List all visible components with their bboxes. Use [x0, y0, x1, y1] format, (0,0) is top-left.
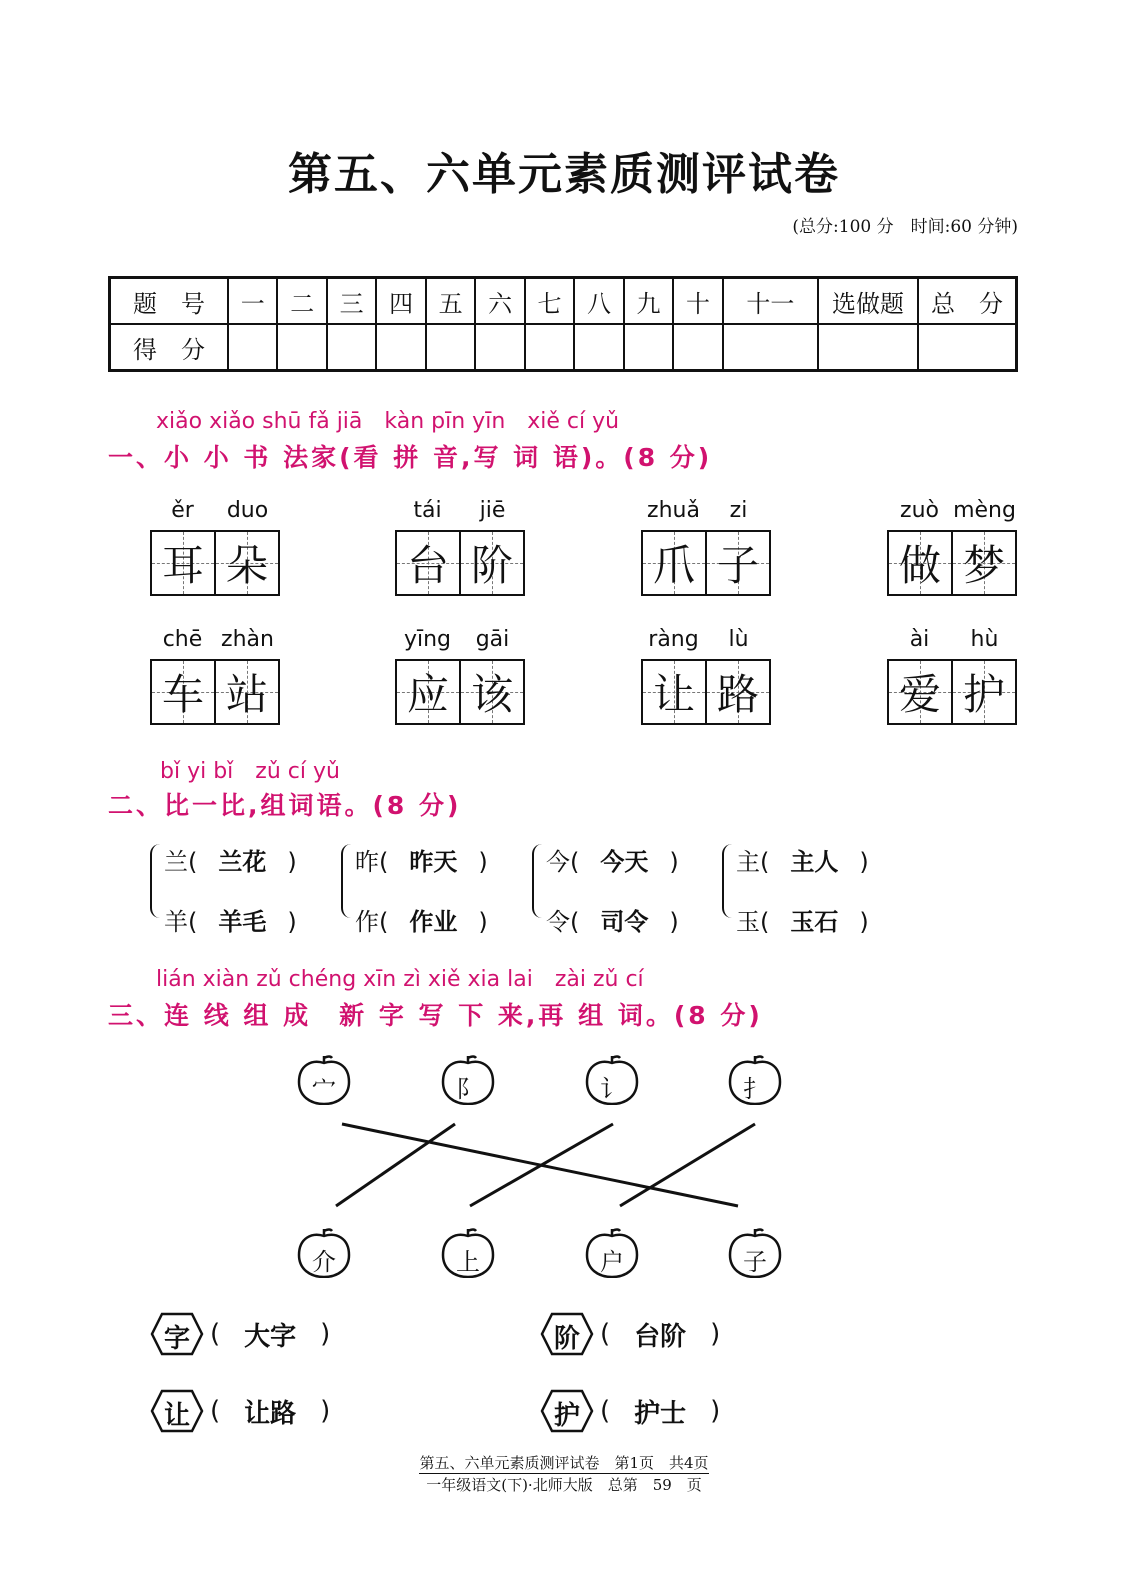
- component-char: 子: [743, 1248, 767, 1276]
- close-paren: ): [669, 848, 679, 876]
- apple-bottom-1[interactable]: [296, 1228, 352, 1278]
- answer-word[interactable]: 大字: [244, 1321, 297, 1352]
- pinyin-syllable: chē: [162, 627, 203, 652]
- apple-bottom-4[interactable]: [727, 1228, 783, 1278]
- match-line: [470, 1124, 613, 1206]
- pinyin-syllable: jiē: [479, 498, 506, 523]
- component-char: 户: [600, 1248, 624, 1276]
- close-paren: ): [320, 1319, 331, 1349]
- pinyin-syllable: zhàn: [221, 627, 274, 652]
- answer-word[interactable]: 昨天: [409, 848, 458, 876]
- score-table-header: 五: [426, 278, 475, 325]
- score-table-header: 七: [525, 278, 574, 325]
- score-table-header: 总 分: [918, 278, 1017, 325]
- close-paren: ): [478, 908, 488, 936]
- score-table-header: 四: [376, 278, 425, 325]
- written-char: 台: [406, 541, 449, 590]
- apple-top-3[interactable]: [584, 1055, 640, 1105]
- compare-char: 今(: [546, 848, 580, 876]
- pinyin-syllable: gāi: [475, 627, 510, 652]
- apple-bottom-3[interactable]: [584, 1228, 640, 1278]
- close-paren: ): [478, 848, 488, 876]
- score-table-header: 一: [228, 278, 277, 325]
- apple-top-2[interactable]: [440, 1055, 496, 1105]
- written-char: 让: [652, 670, 695, 719]
- radical-char: 阝: [456, 1075, 480, 1103]
- open-paren: (: [600, 1396, 611, 1426]
- score-table-header: 二: [277, 278, 326, 325]
- written-char: 护: [962, 670, 1005, 719]
- footer-line-1: [0, 1452, 1128, 1473]
- compare-char: 主(: [736, 848, 770, 876]
- close-paren: ): [710, 1319, 721, 1349]
- pinyin-syllable: lù: [728, 627, 749, 652]
- close-paren: ): [287, 908, 297, 936]
- answer-word[interactable]: 台阶: [634, 1321, 687, 1352]
- compare-char: 昨(: [355, 848, 389, 876]
- apple-top-1[interactable]: [296, 1055, 352, 1105]
- compare-char: 兰(: [164, 848, 198, 876]
- section2-pinyin: bǐ yi bǐ zǔ cí yǔ: [160, 759, 340, 784]
- answer-word[interactable]: 玉石: [790, 908, 839, 936]
- written-char: 爪: [652, 541, 695, 590]
- pinyin-syllable: ài: [909, 627, 930, 652]
- section2-heading: 二、比一比,组词语。(8 分): [108, 791, 462, 820]
- new-char: 阶: [553, 1324, 580, 1354]
- score-table-header: 三: [327, 278, 376, 325]
- pinyin-syllable: duo: [226, 498, 269, 523]
- score-table-header: 题 号: [110, 278, 229, 325]
- close-paren: ): [859, 908, 869, 936]
- answer-word[interactable]: 让路: [244, 1398, 297, 1429]
- open-paren: (: [600, 1319, 611, 1349]
- written-char: 应: [406, 670, 449, 719]
- written-char: 该: [470, 670, 513, 719]
- score-table-header: 十: [673, 278, 722, 325]
- component-char: 介: [312, 1248, 336, 1276]
- open-paren: (: [210, 1396, 221, 1426]
- score-table-row-label: 得 分: [110, 324, 229, 371]
- written-char: 子: [716, 541, 759, 590]
- compare-char: 羊(: [164, 908, 198, 936]
- radical-char: 扌: [743, 1075, 767, 1103]
- pinyin-syllable: hù: [970, 627, 999, 652]
- new-char: 让: [163, 1401, 190, 1431]
- section1-pinyin: xiǎo xiǎo shū fǎ jiā kàn pīn yīn xiě cí yǔ: [156, 409, 620, 434]
- section1-heading: 一、小 小 书 法家(看 拼 音,写 词 语)。(8 分): [108, 443, 713, 472]
- written-char: 耳: [161, 541, 204, 590]
- open-paren: (: [210, 1319, 221, 1349]
- section3-heading: 三、连 线 组 成 新 字 写 下 来,再 组 词。(8 分): [108, 1001, 763, 1030]
- new-char: 护: [553, 1401, 580, 1431]
- answer-row-4: [540, 1389, 720, 1433]
- answer-row-3: [150, 1389, 330, 1433]
- component-char: 上: [456, 1248, 480, 1276]
- written-char: 爱: [898, 670, 941, 719]
- footer-line-1-text: 第五、六单元素质测评试卷 第1页 共4页: [419, 1454, 709, 1472]
- radical-char: 宀: [312, 1075, 336, 1103]
- page-title: 第五、六单元素质测评试卷: [288, 149, 840, 200]
- apple-top-4[interactable]: [727, 1055, 783, 1105]
- written-char: 车: [161, 670, 204, 719]
- new-char: 字: [163, 1324, 190, 1354]
- pinyin-syllable: zuò: [900, 498, 939, 523]
- compare-char: 令(: [546, 908, 580, 936]
- answer-word[interactable]: 主人: [790, 848, 839, 876]
- close-paren: ): [669, 908, 679, 936]
- compare-char: 玉(: [736, 908, 770, 936]
- written-char: 站: [225, 670, 268, 719]
- pinyin-syllable: tái: [413, 498, 442, 523]
- answer-word[interactable]: 护士: [634, 1398, 687, 1429]
- answer-word[interactable]: 作业: [409, 908, 458, 936]
- score-table-header: 选做题: [818, 278, 918, 325]
- close-paren: ): [320, 1396, 331, 1426]
- pinyin-syllable: mèng: [953, 498, 1016, 523]
- score-table-header: 九: [624, 278, 673, 325]
- compare-char: 作(: [355, 908, 389, 936]
- footer-line-2: 一年级语文(下)·北师大版 总第 59 页: [426, 1476, 702, 1494]
- pinyin-syllable: ràng: [648, 627, 699, 652]
- pinyin-syllable: zi: [729, 498, 748, 523]
- answer-row-1: [150, 1312, 330, 1356]
- match-line: [620, 1124, 755, 1206]
- score-time-info: (总分:100 分 时间:60 分钟): [792, 217, 1018, 237]
- written-char: 朵: [225, 541, 268, 590]
- close-paren: ): [859, 848, 869, 876]
- written-char: 梦: [962, 541, 1005, 590]
- answer-word[interactable]: 兰花: [218, 848, 267, 876]
- answer-word[interactable]: 司令: [600, 908, 649, 936]
- score-table-header: 八: [574, 278, 623, 325]
- answer-word[interactable]: 羊毛: [218, 908, 267, 936]
- pinyin-syllable: yīng: [403, 627, 452, 652]
- written-char: 阶: [470, 541, 513, 590]
- written-char: 路: [716, 670, 759, 719]
- radical-char: 讠: [600, 1075, 624, 1103]
- close-paren: ): [287, 848, 297, 876]
- score-table-header: 十一: [723, 278, 818, 325]
- close-paren: ): [710, 1396, 721, 1426]
- pinyin-syllable: ěr: [171, 498, 194, 523]
- apple-bottom-2[interactable]: [440, 1228, 496, 1278]
- section3-pinyin: lián xiàn zǔ chéng xīn zì xiě xia lai zài zǔ cí: [156, 967, 644, 992]
- answer-word[interactable]: 今天: [600, 848, 649, 876]
- pinyin-syllable: zhuǎ: [647, 498, 700, 523]
- written-char: 做: [898, 541, 941, 590]
- score-table-header: 六: [475, 278, 524, 325]
- answer-row-2: [540, 1312, 720, 1356]
